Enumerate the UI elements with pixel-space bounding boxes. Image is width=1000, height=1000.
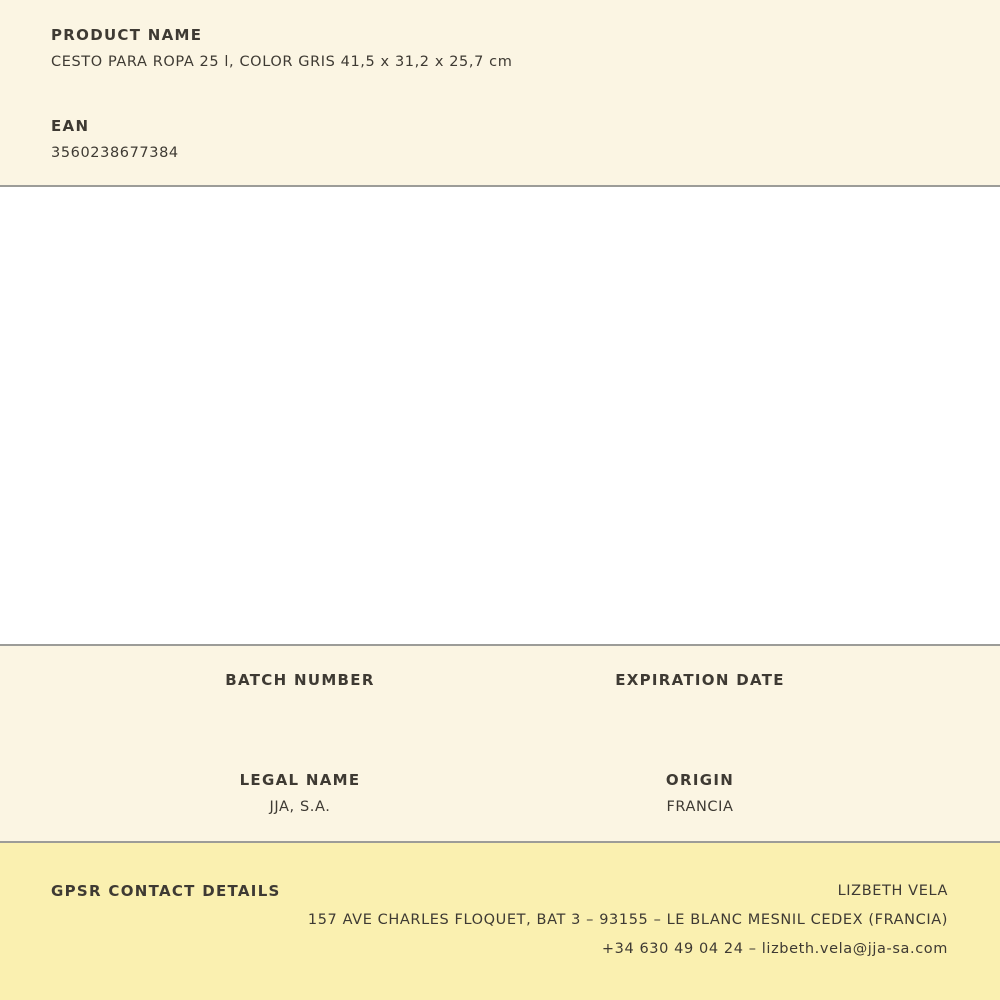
origin-label: ORIGIN — [665, 771, 735, 789]
contact-address: 157 AVE CHARLES FLOQUET, BAT 3 – 93155 – LE BLANC MESNIL CEDEX (FRANCIA) — [307, 912, 948, 928]
ean-value: 3560238677384 — [51, 145, 179, 161]
details-row-1 — [0, 672, 1000, 699]
legal-name-label: LEGAL NAME — [239, 771, 361, 789]
expiration-date-label: EXPIRATION DATE — [615, 671, 785, 689]
legal-name-field — [100, 772, 500, 816]
contact-name: LIZBETH VELA — [837, 883, 948, 899]
blank-area — [0, 187, 1000, 646]
legal-name-value: JJA, S.A. — [269, 799, 331, 815]
details-section — [0, 646, 1000, 843]
gpsr-contact-section — [0, 843, 1000, 1000]
ean-label: EAN — [51, 117, 90, 135]
batch-number-label: BATCH NUMBER — [225, 671, 375, 689]
product-info-section — [0, 0, 1000, 187]
origin-value: FRANCIA — [666, 799, 734, 815]
expiration-date-field — [500, 672, 900, 699]
gpsr-contact-details-label: GPSR CONTACT DETAILS — [51, 882, 281, 900]
batch-number-field — [100, 672, 500, 699]
contact-phone-email: +34 630 49 04 24 – lizbeth.vela@jja-sa.com — [601, 941, 948, 957]
contact-info-block — [308, 877, 948, 964]
product-name-label: PRODUCT NAME — [51, 26, 203, 44]
product-name-value: CESTO PARA ROPA 25 l, COLOR GRIS 41,5 x 31,2 x 25,7 cm — [51, 54, 513, 70]
origin-field — [500, 772, 900, 816]
details-row-2 — [0, 772, 1000, 816]
